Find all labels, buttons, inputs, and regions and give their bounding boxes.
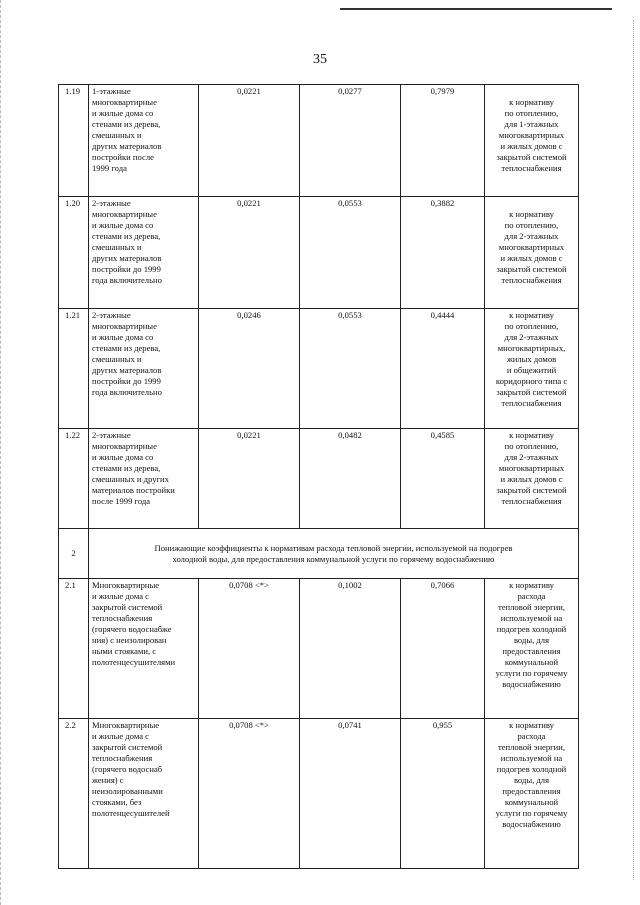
row-description: 2-этажные многоквартирные и жилые дома со стенами из дерева, смешанных и других материалов постройки до 1999 года включительно	[89, 197, 199, 309]
row-note: к нормативу по отоплению, для 1-этажных многоквартирных и жилых домов с закрытой системой теплоснабжения	[485, 85, 579, 197]
row-note: к нормативу по отоплению, для 2-этажных многоквартирных и жилых домов с закрытой системой теплоснабжения	[485, 197, 579, 309]
page-number: 35	[313, 52, 327, 67]
table-row	[59, 429, 579, 529]
section-number: 2	[59, 529, 89, 579]
row-description: 1-этажные многоквартирные и жилые дома со стенами из дерева, смешанных и других материалов постройки после 1999 года	[89, 85, 199, 197]
row-value-3: 0,4444	[401, 309, 485, 429]
row-value-2: 0,0277	[300, 85, 401, 197]
row-note: к нормативу расхода тепловой энергии, используемой на подогрев холодной воды, для предоставления коммунальной услуги по горячему водоснабжению	[485, 579, 579, 719]
row-value-3: 0,3882	[401, 197, 485, 309]
row-value-1: 0,0221	[199, 429, 300, 529]
scan-edge-left	[0, 0, 4, 905]
section-row	[59, 529, 579, 579]
section-heading: Понижающие коэффициенты к нормативам расхода тепловой энергии, используемой на подогрев холодной воды, для предоставления коммунальной услуги по горячему водоснабжению	[89, 529, 579, 579]
row-number: 1.20	[59, 197, 89, 309]
row-value-1: 0,0221	[199, 85, 300, 197]
row-value-1: 0,0708 <*>	[199, 579, 300, 719]
row-value-3: 0,7066	[401, 579, 485, 719]
table-row	[59, 309, 579, 429]
row-description: Многоквартирные и жилые дома с закрытой системой теплоснабжения (горячего водоснабже ния) с неизолирован ными стояками, с полотенцесушителями	[89, 579, 199, 719]
row-description: 2-этажные многоквартирные и жилые дома со стенами из дерева, смешанных и других материалов постройки после 1999 года	[89, 429, 199, 529]
row-value-2: 0,0482	[300, 429, 401, 529]
row-description: 2-этажные многоквартирные и жилые дома со стенами из дерева, смешанных и других материалов постройки до 1999 года включительно	[89, 309, 199, 429]
table-row	[59, 197, 579, 309]
row-note: к нормативу по отоплению, для 2-этажных многоквартирных, жилых домов и общежитий коридорного типа с закрытой системой теплоснабжения	[485, 309, 579, 429]
row-value-1: 0,0221	[199, 197, 300, 309]
table-row	[59, 579, 579, 719]
row-description: Многоквартирные и жилые дома с закрытой системой теплоснабжения (горячего водоснаб жения) с неизолированными стояками, без полотенцесушителей	[89, 719, 199, 869]
coefficients-table	[58, 84, 579, 869]
row-value-2: 0,0553	[300, 197, 401, 309]
top-rule	[340, 8, 612, 10]
row-value-3: 0,955	[401, 719, 485, 869]
row-note: к нормативу по отоплению, для 2-этажных многоквартирных и жилых домов с закрытой системой теплоснабжения	[485, 429, 579, 529]
row-note: к нормативу расхода тепловой энергии, используемой на подогрев холодной воды, для предоставления коммунальной услуги по горячему водоснабжению	[485, 719, 579, 869]
row-value-2: 0,0741	[300, 719, 401, 869]
row-number: 1.19	[59, 85, 89, 197]
scan-edge-right	[631, 20, 634, 880]
row-value-2: 0,0553	[300, 309, 401, 429]
row-value-1: 0,0708 <*>	[199, 719, 300, 869]
row-value-3: 0,7979	[401, 85, 485, 197]
row-number: 1.21	[59, 309, 89, 429]
table-row	[59, 85, 579, 197]
row-number: 1.22	[59, 429, 89, 529]
row-value-3: 0,4585	[401, 429, 485, 529]
row-number: 2.1	[59, 579, 89, 719]
row-value-2: 0,1002	[300, 579, 401, 719]
table-row	[59, 719, 579, 869]
row-value-1: 0,0246	[199, 309, 300, 429]
row-number: 2.2	[59, 719, 89, 869]
